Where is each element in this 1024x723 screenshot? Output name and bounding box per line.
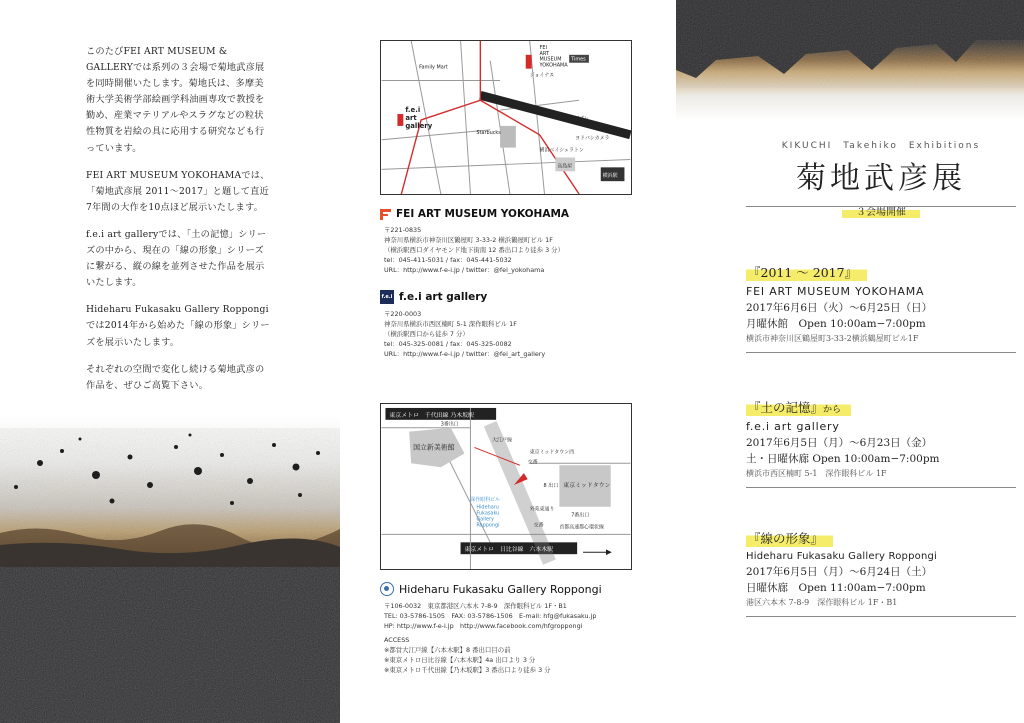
show-yokohama-address: 横浜市神奈川区鶴屋町3-33-2横浜鶴屋町ビル1F	[746, 333, 1016, 353]
venue-hfg-title	[380, 582, 660, 596]
show-fe-gallery	[746, 397, 1016, 488]
map2-exit7: 7番出口	[571, 512, 590, 519]
venue-hfg-access-title: ACCESS	[384, 635, 410, 644]
venue-fei-line: 神奈川県横浜市神奈川区鶴屋町 3-33-2 横浜鶴屋町ビル 1F	[384, 235, 553, 244]
map2-expressway: 首都高速都心環状線	[559, 524, 604, 531]
intro-paragraph-3: f.e.i art galleryでは、「土の記憶」シリーズの中から、現在の「線の形象」シリーズに繋がる、縦の線を並列させた作品を展示いたします。	[86, 228, 267, 289]
venue-fe-line: tel：045-325-0081 / fax：045-325-0082	[384, 339, 512, 348]
venue-fe-line: 〒220-0003	[384, 310, 422, 318]
right-panel	[676, 0, 1024, 723]
venue-fei-title	[380, 208, 660, 220]
venue-fe-url[interactable]: URL：http://www.f-e-i.jp / twitter：@fei_art_gallery	[384, 349, 546, 358]
venue-hfg-access: ※都営大江戸線【六本木駅】8 番出口目の前	[384, 645, 511, 654]
intro-paragraph-5: それぞれの空間で変化し続ける菊地武彦の作品を、ぜひご高覧下さい。	[86, 363, 265, 391]
map2-exit3: 3番出口	[440, 421, 459, 428]
map1-fei-line2: ART	[539, 50, 549, 57]
venue-fei-line: tel：045-411-5031 / fax：045-441-5032	[384, 255, 512, 264]
venue-hfg	[380, 582, 660, 675]
roppongi-map	[380, 403, 632, 570]
show-hfg-series-title: 『線の形象』	[748, 531, 824, 546]
exhibition-subtitle: KIKUCHI Takehiko Exhibitions	[781, 141, 981, 151]
show-yokohama-series	[746, 263, 867, 281]
map2-hfg-en2: Fukasaku	[476, 510, 500, 517]
show-yokohama-series-title: 『2011 〜 2017』	[748, 265, 858, 280]
venue-fei-name: FEI ART MUSEUM YOKOHAMA	[396, 208, 570, 220]
show-hfg	[746, 528, 1016, 617]
venue-hfg-line: TEL: 03-5786-1505 FAX: 03-5786-1506 E-mail: hfg@fukasaku.jp	[384, 611, 597, 620]
map1-yodobashi: ヨドバシカメラ	[575, 135, 610, 142]
venue-fe-gallery	[380, 290, 660, 360]
map2-hfg-en3: Gallery	[476, 516, 494, 523]
map1-fe-line1: f.e.i	[405, 106, 421, 115]
venue-count-badge: ３会場開催	[842, 203, 920, 218]
venue-fei-details	[380, 226, 660, 276]
map1-hotel: 横浜ベイシェラトン	[539, 147, 584, 154]
map2-hfg-en4: Roppongi	[476, 522, 500, 529]
show-hfg-address: 港区六本木 7-8-9 深作眼科ビル 1F・B1	[746, 597, 1016, 617]
fei-logo-icon	[380, 209, 391, 220]
venue-fe-title	[380, 290, 660, 304]
roppongi-map-svg	[381, 404, 631, 569]
map2-gaien: 外苑東通り	[529, 506, 555, 513]
venue-hfg-name: Hideharu Fukasaku Gallery Roppongi	[399, 582, 602, 596]
venue-fe-line: 神奈川県横浜市西区楠町 5-1 深作眼科ビル 1F	[384, 319, 517, 328]
title-divider	[746, 206, 1016, 207]
venue-fei-line: 〒221-0835	[384, 226, 422, 234]
venue-hfg-url[interactable]: HP: http://www.f-e-i.jp http://www.facebook.com/hfgroppongi	[384, 621, 583, 630]
map1-joinus: ジョイナス	[529, 72, 555, 79]
map2-hfg-jp: 深作眼科ビル	[470, 496, 501, 503]
map1-times: Times	[571, 56, 586, 63]
map1-fei-line3: MUSEUM	[539, 56, 562, 63]
map2-koban2: 交番	[533, 522, 544, 529]
intro-paragraph-1: このたびFEI ART MUSEUM & GALLERYでは系列の３会場で菊地武彦展を同時開催いたします。菊地氏は、多摩美術大学美術学部絵画学科油画専攻で教授を勤め、産業マテリアルやスラグなどの粒状性物質を岩絵の具に応用する研究なども行っています。	[86, 46, 265, 154]
map1-fe-line2: art	[405, 113, 417, 122]
venue-fei-line: （横浜駅西口ダイヤモンド地下街南 12 番出口より徒歩 3 分）	[384, 245, 564, 254]
map1-takashimaya: 高島屋	[557, 163, 573, 170]
show-fe-series-title: 『土の記憶』	[748, 400, 824, 415]
venue-fei-url[interactable]: URL：http://www.f-e-i.jp / twitter：@fei_yokohama	[384, 265, 545, 274]
show-yokohama	[746, 262, 1016, 353]
show-hfg-series	[746, 529, 833, 547]
artwork-left	[0, 415, 340, 723]
show-hfg-venue: Hideharu Fukasaku Gallery Roppongi	[746, 551, 938, 562]
map2-exit8: 8 出口	[543, 482, 559, 489]
map2-midtown-west: 東京ミッドタウン西	[529, 449, 575, 456]
show-fe-series-suffix: から	[823, 405, 842, 415]
venue-hfg-access: ※東京メトロ日比谷線【六本木駅】4a 出口より 3 分	[384, 655, 536, 664]
map2-chiyoda: 東京メトロ 千代田線 乃木坂駅	[389, 412, 474, 419]
venue-fei-yokohama	[380, 208, 660, 276]
show-fe-address: 横浜市西区楠町 5-1 深作眼科ビル 1F	[746, 468, 1016, 488]
show-yokohama-venue: FEI ART MUSEUM YOKOHAMA	[746, 285, 925, 298]
map2-hfg-en1: Hideharu	[476, 504, 499, 511]
map2-nact: 国立新美術館	[413, 443, 455, 452]
show-fe-hours: 土・日曜休廊 Open 10:00am−7:00pm	[746, 453, 940, 465]
venue-hfg-access: ※東京メトロ千代田線【乃木坂駅】3 番出口より徒歩 3 分	[384, 665, 551, 674]
venue-fe-name: f.e.i art gallery	[399, 291, 488, 303]
venue-hfg-details	[380, 602, 660, 675]
map1-fei-line4: YOKOHAMA	[539, 62, 568, 69]
venue-fe-details	[380, 310, 660, 360]
intro-paragraph-4: Hideharu Fukasaku Gallery Roppongiでは2014年から始めた「線の形象」シリーズを展示いたします。	[86, 304, 270, 348]
map1-yokohama-station: 横浜駅	[602, 173, 618, 180]
hfg-logo-icon	[380, 582, 394, 596]
exhibition-title: 菊地武彦展	[796, 161, 966, 196]
fe-logo-icon: f.e.i	[380, 290, 394, 304]
yokohama-map	[380, 40, 632, 195]
map1-fe-line3: gallery	[405, 121, 433, 130]
show-yokohama-hours: 月曜休館 Open 10:00am−7:00pm	[746, 318, 926, 330]
yokohama-map-svg	[381, 41, 631, 194]
left-panel	[0, 0, 340, 723]
map1-fei-line1: FEI	[539, 44, 547, 51]
show-fe-venue: f.e.i art gallery	[746, 420, 840, 433]
venue-hfg-line: 〒106-0032 東京都港区六本木 7-8-9 深作眼科ビル 1F・B1	[384, 602, 567, 610]
middle-panel	[340, 0, 676, 723]
intro-paragraph-2: FEI ART MUSEUM YOKOHAMAでは、「菊地武彦展 2011〜2017」と題して直近7年間の大作を10点ほど展示いたします。	[86, 169, 270, 213]
map2-hibiya: 東京メトロ 日比谷線 六本木駅	[464, 547, 554, 554]
show-hfg-hours: 日曜休廊 Open 11:00am−7:00pm	[746, 582, 926, 594]
artwork-right	[676, 0, 1024, 120]
map1-vivre: ビブレ	[574, 115, 589, 122]
venue-fe-line: （横浜駅西口から徒歩 7 分）	[384, 329, 469, 338]
show-hfg-dates: 2017年6月5日（月）〜6月24日（土）	[746, 566, 933, 578]
map1-starbucks: Starbucks	[476, 129, 501, 136]
show-fe-series	[746, 398, 851, 416]
map2-midtown: 東京ミッドタウン	[563, 482, 611, 489]
show-fe-dates: 2017年6月5日（月）〜6月23日（金）	[746, 437, 933, 449]
map2-koban: 交番	[527, 459, 538, 466]
intro-text	[86, 44, 271, 405]
map2-okuma: 大江戸線	[492, 437, 512, 444]
map1-familymart: Family Mart	[419, 64, 448, 71]
show-yokohama-dates: 2017年6月6日（火）〜6月25日（日）	[746, 302, 933, 314]
